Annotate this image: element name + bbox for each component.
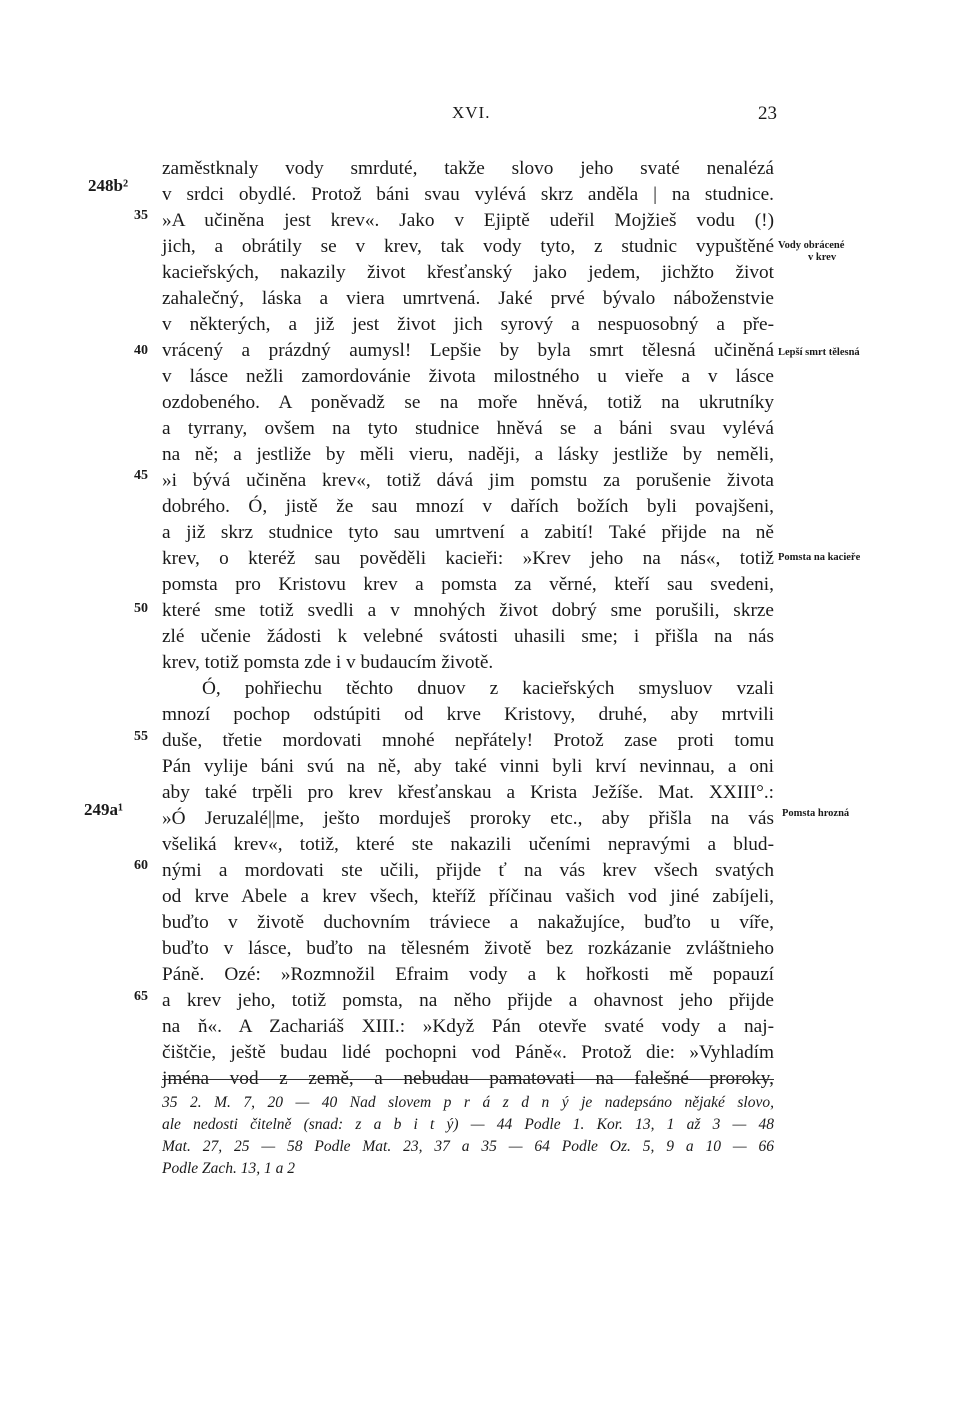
line-number: 60 — [134, 858, 148, 873]
line-number: 50 — [134, 601, 148, 616]
text-line: od krve Abele a krev všech, kteříž příčinau vašich vod jiné zabíjeli, — [162, 886, 774, 907]
folio-mark: 249a¹ — [84, 800, 124, 819]
text-line: buďto v životě duchovním tráviece a nakažujíce, buďto u víře, — [162, 912, 774, 933]
page-number: 23 — [758, 103, 777, 124]
text-line: v některých, a již jest život jich syrový a nespuosobný a pře- — [162, 314, 774, 335]
text-line: krev, o kteréž sau pověděli kacieři: »Krev jeho na nás«, totiž — [162, 548, 774, 569]
text-line: Pán vylije báni svú na ně, aby také vinni byli krví nevinnau, a oni — [162, 756, 774, 777]
margin-note: Vody obrácené — [778, 240, 845, 251]
text-line: »i bývá učiněna krev«, totiž dává jim pomstu za porušenie života — [162, 470, 774, 491]
chapter-heading: XVI. — [452, 103, 491, 122]
text-line: a již skrz studnice tyto sau umrtvení a zabití! Také přijde na ně — [162, 522, 774, 543]
footnote-line: Mat. 27, 25 — 58 Podle Mat. 23, 37 a 35 — 64 Podle Oz. 5, 9 a 10 — 66 — [162, 1138, 774, 1155]
text-line: krev, totiž pomsta zde i v budaucím životě. — [162, 652, 494, 673]
page-header — [0, 103, 960, 133]
text-line: vrácený a prázdný aumysl! Lepšie by byla smrt tělesná učiněná — [162, 340, 774, 361]
text-line: Páně. Ozé: »Rozmnožil Efraim vody a k hořkosti mě popauzí — [162, 964, 774, 985]
margin-note: Pomsta hrozná — [782, 808, 850, 819]
text-line: jména vod z země, a nebudau pamatovati na falešné proroky, — [162, 1068, 774, 1089]
line-number: 40 — [134, 343, 148, 358]
text-line: duše, třetie mordovati mnohé nepřátely! Protož zase proti tomu — [162, 730, 774, 751]
line-number: 55 — [134, 729, 148, 744]
text-line: v srdci obydlé. Protož báni svau vylévá skrz anděla | na studnice. — [162, 184, 774, 205]
text-line: které sme totiž svedli a v mnohých život dobrý sme porušili, skrze — [162, 600, 774, 621]
text-line: zahalečný, láska a viera umrtvená. Jaké prvé bývalo náboženstvie — [162, 288, 774, 309]
text-line: kacieřských, nakazily život křesťanský jako jedem, jichžto život — [162, 262, 774, 283]
text-line: nými a mordovati ste učili, přijde ť na vás krev všech svatých — [162, 860, 774, 881]
text-line: na ň«. A Zachariáš XIII.: »Když Pán otevře svaté vody a naj- — [162, 1016, 774, 1037]
text-line: »A učiněna jest krev«. Jako v Ejiptě udeřil Mojžieš vodu (!) — [162, 210, 774, 231]
footnote-line: ale nedosti čitelně (snad: z a b i t ý) — 44 Podle 1. Kor. 13, 1 až 3 — 48 — [162, 1116, 774, 1133]
margin-note: v krev — [808, 252, 837, 263]
line-number: 45 — [134, 468, 148, 483]
text-line: aby také trpěli pro krev křesťanskau a Krista Ježíše. Mat. XXIII°.: — [162, 782, 774, 803]
text-line: na ně; a jestliže by měli vieru, naději, a lásky jestliže by neměli, — [162, 444, 774, 465]
line-number: 65 — [134, 989, 148, 1004]
text-line: jich, a obrátily se v krev, tak vody tyto, z studnic vypuštěné — [162, 236, 774, 257]
text-line: ozdobeného. A poněvadž se na moře hněvá, totiž na ukrutníky — [162, 392, 774, 413]
text-line: »Ó Jeruzalé||me, ješto morduješ proroky etc., aby přišla na vás — [162, 808, 774, 829]
text-line: pomsta pro Kristovu krev a pomsta za věrné, kteří sau svedeni, — [162, 574, 774, 595]
text-line: všeliká krev«, totiž, které ste nakazili učeními nepravými a blud- — [162, 834, 774, 855]
margin-note: Lepší smrt tělesná — [778, 347, 860, 358]
folio-mark: 248b² — [88, 176, 129, 195]
footnote-divider — [162, 1079, 774, 1080]
footnote-line: 35 2. M. 7, 20 — 40 Nad slovem p r á z d n ý je nadepsáno nějaké slovo, — [162, 1094, 774, 1111]
footnotes — [162, 1092, 774, 1180]
text-line: dobrého. Ó, jistě že sau mnozí v dařích božích byli povajšeni, — [162, 496, 774, 517]
text-line: mnozí pochop odstúpiti od krve Kristovy, druhé, aby mrtvili — [162, 704, 774, 725]
text-line: v lásce nežli zamordovánie života milostného u vieře a v lásce — [162, 366, 774, 387]
text-line: a krev jeho, totiž pomsta, na něho přijde a ohavnost jeho přijde — [162, 990, 774, 1011]
text-line: čištčie, ještě budau lidé pochopni vod Páně«. Protož die: »Vyhladím — [162, 1042, 774, 1063]
footnote-line: Podle Zach. 13, 1 a 2 — [162, 1160, 296, 1177]
text-line: a tyrrany, ovšem na tyto studnice hněvá se a báni svau vylévá — [162, 418, 774, 439]
text-line: zaměstknaly vody smrduté, takže slovo jeho svaté nenalézá — [162, 158, 774, 179]
text-line: Ó, pohřiechu těchto dnuov z kacieřských smysluov vzali — [202, 678, 774, 699]
margin-note: Pomsta na kacieře — [778, 552, 861, 563]
text-line: zlé učenie žádosti k velebné svátosti uhasili sme; i přišla na nás — [162, 626, 774, 647]
text-line: buďto v lásce, buďto na tělesném životě bez rozkázanie zvláštnieho — [162, 938, 774, 959]
line-number: 35 — [134, 208, 148, 223]
